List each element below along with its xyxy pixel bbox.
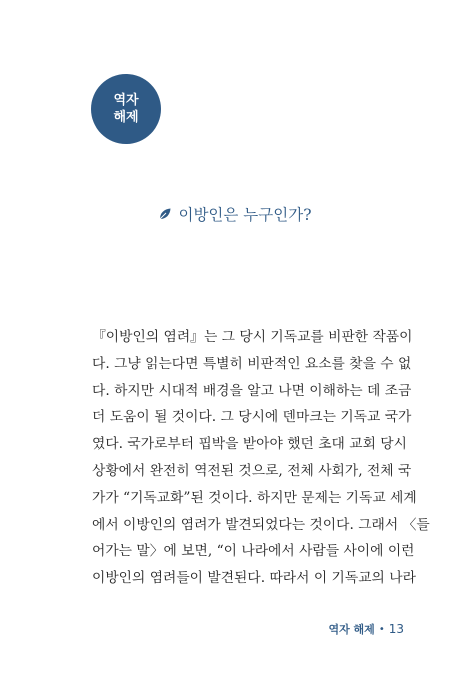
body-line: 어가는 말〉에 보면, “이 나라에서 사람들 사이에 이런: [92, 543, 415, 560]
section-badge: [91, 74, 161, 144]
leaf-icon: [158, 207, 172, 221]
body-line: 『이방인의 염려』는 그 당시 기독교를 비판한 작품이: [92, 329, 413, 345]
body-line: 이방인의 염려들이 발견된다. 따라서 이 기독교의 나라: [92, 570, 416, 587]
body-line: 였다. 국가로부터 핍박을 받아야 했던 초대 교회 당시: [92, 436, 407, 453]
body-line: 더 도움이 될 것이다. 그 당시에 덴마크는 기독교 국가: [92, 409, 412, 426]
body-line: 에서 이방인의 염려가 발견되었다는 것이다. 그래서 〈들: [92, 516, 430, 533]
page-footer: [328, 621, 404, 637]
body-line: 가가 “기독교화”된 것이다. 하지만 문제는 기독교 세계: [92, 489, 417, 506]
body-line: 다. 하지만 시대적 배경을 알고 나면 이해하는 데 조금: [92, 382, 412, 399]
body-paragraph: [92, 324, 430, 592]
body-line: 다. 그냥 읽는다면 특별히 비판적인 요소를 찾을 수 없: [92, 355, 412, 372]
badge-line-2: 해제: [113, 110, 139, 125]
page-number: 13: [388, 622, 404, 636]
body-line: 상황에서 완전히 역전된 것으로, 전체 사회가, 전체 국: [92, 462, 412, 479]
section-title: 이방인은 누구인가?: [178, 206, 312, 224]
badge-line-1: 역자: [113, 93, 139, 108]
footer-bullet: •: [378, 623, 385, 635]
section-heading: [0, 203, 470, 225]
footer-section-label: 역자 해제: [328, 623, 375, 636]
